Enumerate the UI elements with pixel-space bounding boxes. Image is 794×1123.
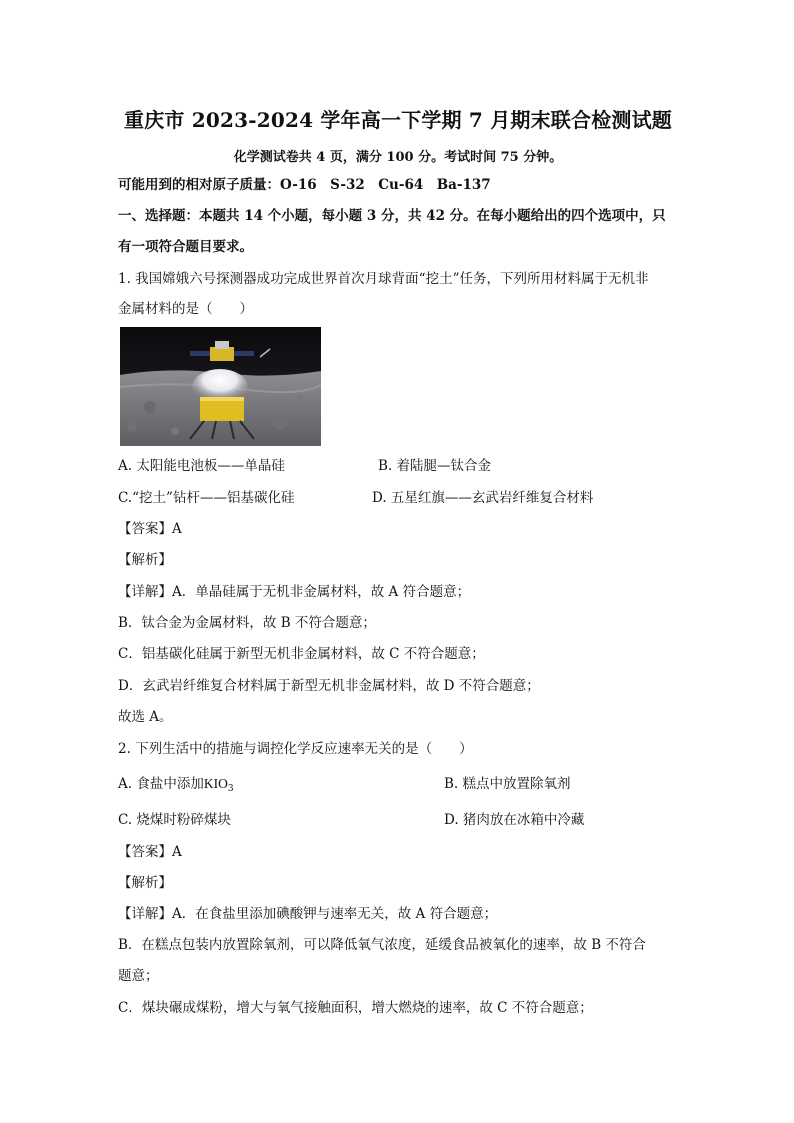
q2-answer: 【答案】A (118, 844, 182, 860)
chemical-formula: KIO (203, 776, 228, 791)
q1-detail-line: B．钛合金为金属材料，故 B 不符合题意； (118, 615, 376, 631)
q1-option-c: C.“挖土”钻杆——铝基碳化硅 (118, 490, 295, 506)
q1-stem-line2: 金属材料的是（ ） (118, 301, 253, 317)
q2-detail-line: 题意； (118, 968, 159, 984)
section-heading-line2: 有一项符合题目要求。 (118, 239, 253, 255)
q2-detail-line: 【详解】A．在食盐里添加碘酸钾与速率无关，故 A 符合题意； (118, 906, 498, 922)
section-heading-line1: 一、选择题：本题共 14 个小题，每小题 3 分，共 42 分。在每小题给出的四个选项中，只 (118, 208, 666, 224)
q2-detail-line: C．煤块碾成煤粉，增大与氧气接触面积，增大燃烧的速率，故 C 不符合题意； (118, 1000, 593, 1016)
page-subtitle: 化学测试卷共 4 页，满分 100 分。考试时间 75 分钟。 (233, 150, 563, 165)
q2-option-a (118, 775, 234, 798)
q2-option-d: D. 猪肉放在冰箱中冷藏 (444, 812, 585, 828)
q1-stem-line1: 1. 我国嫦娥六号探测器成功完成世界首次月球背面“挖土”任务，下列所用材料属于无机非 (118, 271, 649, 287)
q1-detail-line: 【详解】A．单晶硅属于无机非金属材料，故 A 符合题意； (118, 584, 471, 600)
atomic-masses: 可能用到的相对原子质量：O-16 S-32 Cu-64 Ba-137 (118, 177, 491, 193)
lunar-lander-image (120, 327, 321, 446)
page-title: 重庆市 2023-2024 学年高一下学期 7 月期末联合检测试题 (124, 108, 672, 132)
q1-option-a: A. 太阳能电池板——单晶硅 (118, 458, 285, 474)
q2-option-b: B. 糕点中放置除氧剂 (444, 776, 571, 792)
q1-detail-line: D．玄武岩纤维复合材料属于新型无机非金属材料，故 D 不符合题意； (118, 678, 540, 694)
q1-detail-line: C．铝基碳化硅属于新型无机非金属材料，故 C 不符合题意； (118, 646, 485, 662)
q1-analysis-label: 【解析】 (118, 552, 172, 568)
q2-stem: 2. 下列生活中的措施与调控化学反应速率无关的是（ ） (118, 741, 473, 757)
q2-analysis-label: 【解析】 (118, 875, 172, 891)
q1-option-d: D. 五星红旗——玄武岩纤维复合材料 (372, 490, 594, 506)
q2-option-a-text: A. 食盐中添加 (118, 776, 204, 792)
q1-answer: 【答案】A (118, 521, 182, 537)
q1-conclusion: 故选 A。 (118, 709, 173, 725)
q1-option-b: B. 着陆腿—钛合金 (378, 458, 492, 474)
q2-detail-line: B．在糕点包装内放置除氧剂，可以降低氧气浓度，延缓食品被氧化的速率，故 B 不符合 (118, 937, 646, 953)
formula-subscript: 3 (227, 784, 234, 794)
q2-option-c: C. 烧煤时粉碎煤块 (118, 812, 231, 828)
